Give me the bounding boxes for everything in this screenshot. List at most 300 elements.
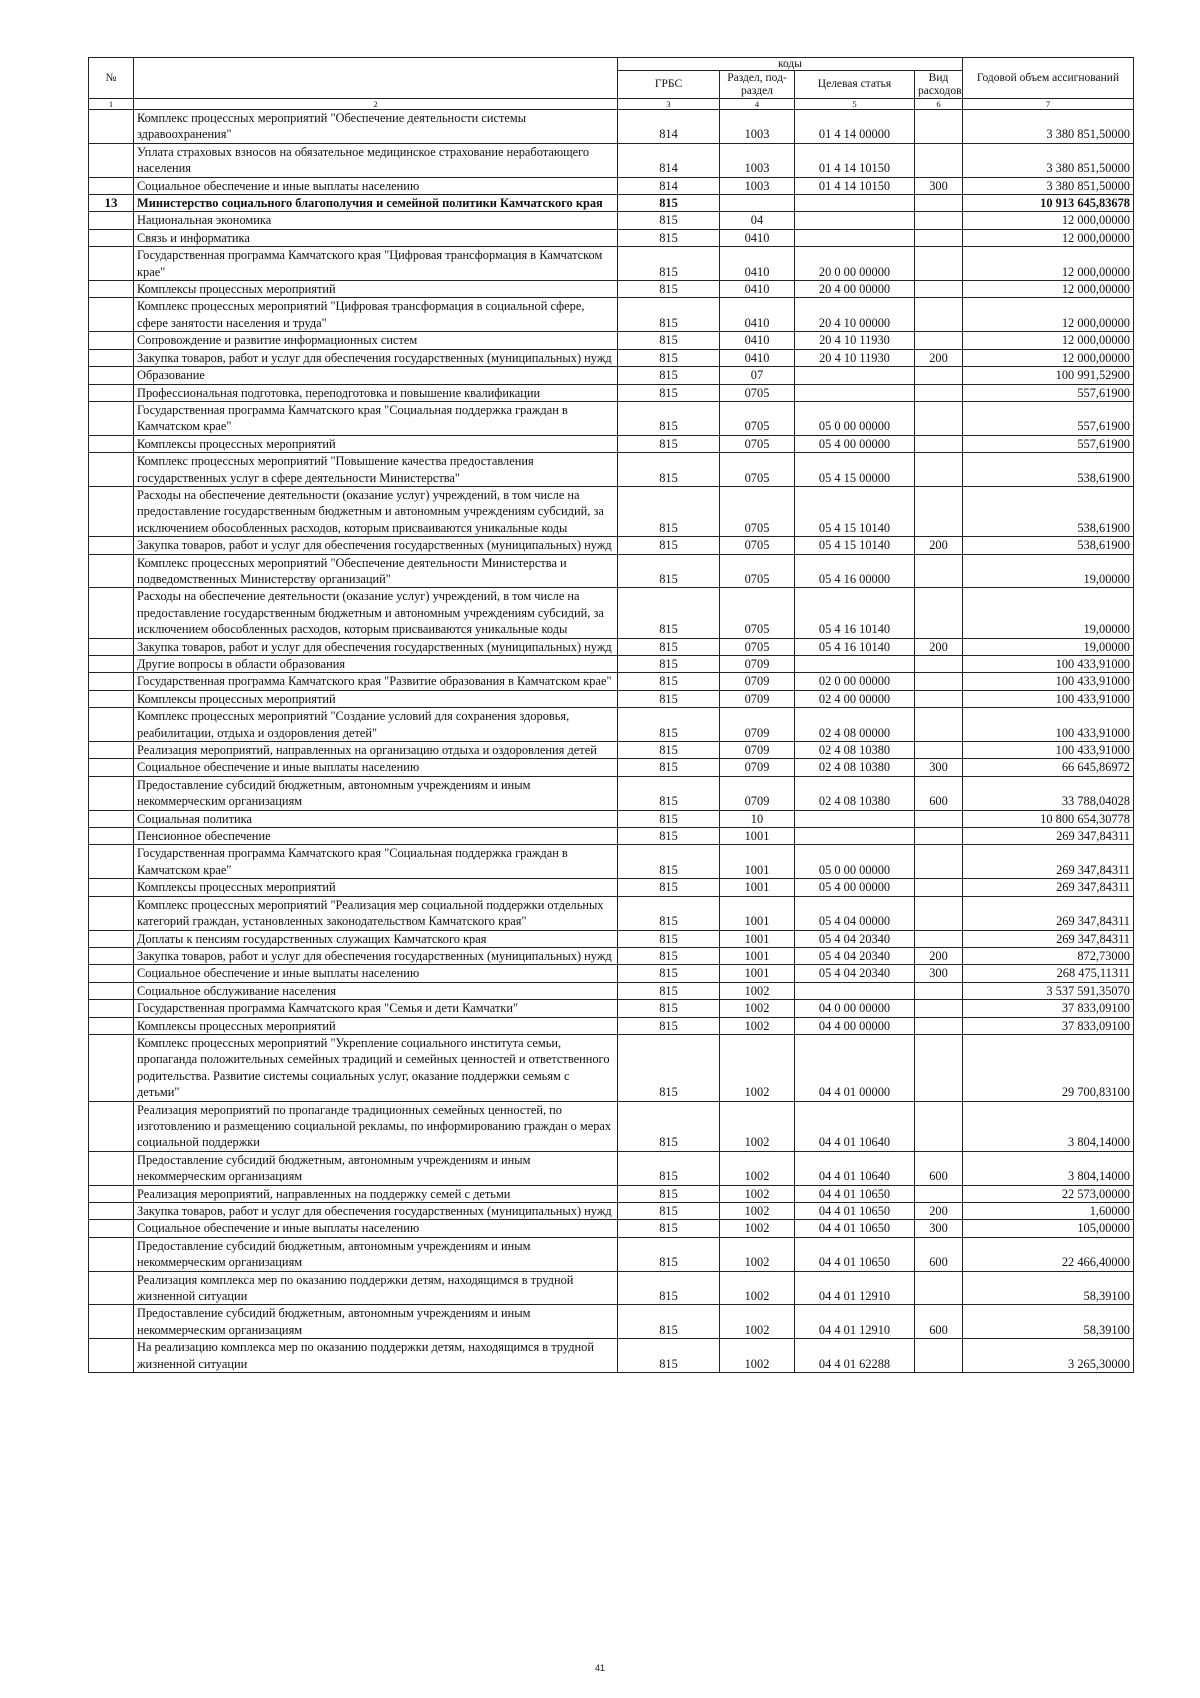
cell-amount: 557,61900	[963, 401, 1134, 435]
cell-celevaya-statya: 04 4 01 10650	[795, 1203, 915, 1220]
table-row	[89, 896, 1134, 930]
table-row	[89, 453, 1134, 487]
cell-celevaya-statya: 02 0 00 00000	[795, 673, 915, 690]
cell-razdel: 1001	[720, 947, 795, 964]
cell-name: Национальная экономика	[134, 212, 618, 229]
cell-amount: 100 433,91000	[963, 742, 1134, 759]
cell-celevaya-statya: 05 4 04 00000	[795, 896, 915, 930]
cell-razdel: 0410	[720, 229, 795, 246]
cell-number	[89, 554, 134, 588]
cell-celevaya-statya: 04 4 01 10640	[795, 1101, 915, 1151]
header-celevaya-statya: Целевая статья	[795, 71, 915, 99]
col-number-3: 3	[618, 99, 720, 110]
cell-celevaya-statya: 05 4 15 00000	[795, 453, 915, 487]
cell-number	[89, 965, 134, 982]
cell-celevaya-statya: 02 4 00 00000	[795, 690, 915, 707]
cell-grbs: 815	[618, 896, 720, 930]
cell-razdel: 1002	[720, 1101, 795, 1151]
cell-name: Предоставление субсидий бюджетным, автономным учреждениям и иным некоммерческим организациям	[134, 1151, 618, 1185]
cell-number	[89, 247, 134, 281]
cell-grbs: 815	[618, 588, 720, 638]
table-row	[89, 742, 1134, 759]
cell-name: Государственная программа Камчатского края "Семья и дети Камчатки"	[134, 1000, 618, 1017]
cell-name: Государственная программа Камчатского края "Социальная поддержка граждан в Камчатском крае"	[134, 845, 618, 879]
cell-celevaya-statya	[795, 367, 915, 384]
cell-grbs: 815	[618, 759, 720, 776]
table-row	[89, 1034, 1134, 1101]
table-row	[89, 1000, 1134, 1017]
cell-number	[89, 332, 134, 349]
table-row	[89, 965, 1134, 982]
cell-name: Закупка товаров, работ и услуг для обеспечения государственных (муниципальных) нужд	[134, 349, 618, 366]
cell-grbs: 815	[618, 673, 720, 690]
cell-number	[89, 110, 134, 144]
cell-name: Предоставление субсидий бюджетным, автономным учреждениям и иным некоммерческим организациям	[134, 776, 618, 810]
cell-razdel: 1002	[720, 1017, 795, 1034]
cell-razdel: 0410	[720, 281, 795, 298]
cell-name: Комплексы процессных мероприятий	[134, 879, 618, 896]
cell-vid-raskhodov	[915, 810, 963, 827]
cell-amount: 3 380 851,50000	[963, 143, 1134, 177]
cell-razdel: 10	[720, 810, 795, 827]
cell-grbs: 815	[618, 708, 720, 742]
cell-razdel: 0705	[720, 537, 795, 554]
cell-name: Расходы на обеспечение деятельности (оказание услуг) учреждений, в том числе на предоставление государственным бюджетным и автономным учреждениям субсидий, за исключением обособленных расходов, которым присваиваются уникальные коды	[134, 588, 618, 638]
cell-grbs: 815	[618, 1203, 720, 1220]
cell-number	[89, 690, 134, 707]
cell-razdel: 1003	[720, 110, 795, 144]
cell-celevaya-statya: 05 4 16 10140	[795, 638, 915, 655]
cell-amount: 3 380 851,50000	[963, 110, 1134, 144]
cell-celevaya-statya	[795, 195, 915, 212]
cell-number	[89, 638, 134, 655]
cell-grbs: 815	[618, 776, 720, 810]
table-row	[89, 673, 1134, 690]
cell-number	[89, 281, 134, 298]
cell-razdel: 1001	[720, 896, 795, 930]
cell-vid-raskhodov	[915, 453, 963, 487]
table-row	[89, 1271, 1134, 1305]
header-grbs: ГРБС	[618, 71, 720, 99]
table-row	[89, 1220, 1134, 1237]
cell-celevaya-statya: 20 0 00 00000	[795, 247, 915, 281]
cell-vid-raskhodov: 600	[915, 1237, 963, 1271]
cell-grbs: 815	[618, 1271, 720, 1305]
cell-amount: 22 466,40000	[963, 1237, 1134, 1271]
cell-number	[89, 401, 134, 435]
cell-vid-raskhodov: 300	[915, 759, 963, 776]
cell-celevaya-statya: 05 4 04 20340	[795, 930, 915, 947]
cell-grbs: 814	[618, 177, 720, 194]
cell-amount: 100 433,91000	[963, 673, 1134, 690]
cell-number	[89, 1220, 134, 1237]
cell-razdel: 0410	[720, 247, 795, 281]
cell-name: Государственная программа Камчатского края "Развитие образования в Камчатском крае"	[134, 673, 618, 690]
cell-number	[89, 947, 134, 964]
cell-amount: 105,00000	[963, 1220, 1134, 1237]
cell-razdel: 1001	[720, 828, 795, 845]
cell-grbs: 815	[618, 247, 720, 281]
cell-vid-raskhodov	[915, 690, 963, 707]
cell-grbs: 815	[618, 384, 720, 401]
cell-name: Государственная программа Камчатского края "Социальная поддержка граждан в Камчатском крае"	[134, 401, 618, 435]
cell-celevaya-statya: 05 4 15 10140	[795, 486, 915, 536]
header-name	[134, 58, 618, 99]
cell-razdel: 1002	[720, 1034, 795, 1101]
page-number: 41	[594, 1663, 605, 1673]
cell-amount: 269 347,84311	[963, 828, 1134, 845]
cell-name: Реализация мероприятий, направленных на организацию отдыха и оздоровления детей	[134, 742, 618, 759]
cell-amount: 19,00000	[963, 554, 1134, 588]
cell-name: Комплекс процессных мероприятий "Укрепление социального института семьи, пропаганда положительных семейных традиций и семейных ценностей и ответственного родительства. Развитие системы социальных услуг, оказание поддержки семьям с детьми"	[134, 1034, 618, 1101]
cell-celevaya-statya: 02 4 08 10380	[795, 742, 915, 759]
cell-grbs: 815	[618, 656, 720, 673]
cell-celevaya-statya: 02 4 08 10380	[795, 759, 915, 776]
cell-celevaya-statya: 04 4 01 12910	[795, 1271, 915, 1305]
cell-grbs: 815	[618, 554, 720, 588]
table-row	[89, 1305, 1134, 1339]
cell-razdel: 07	[720, 367, 795, 384]
cell-amount: 12 000,00000	[963, 349, 1134, 366]
cell-celevaya-statya: 05 0 00 00000	[795, 401, 915, 435]
cell-vid-raskhodov	[915, 742, 963, 759]
cell-name: Комплексы процессных мероприятий	[134, 435, 618, 452]
cell-number	[89, 1305, 134, 1339]
cell-celevaya-statya: 05 4 04 20340	[795, 947, 915, 964]
cell-number	[89, 384, 134, 401]
header-annual-volume: Годовой объем ассигнований	[963, 58, 1134, 99]
cell-name: Комплекс процессных мероприятий "Обеспечение деятельности системы здравоохранения"	[134, 110, 618, 144]
cell-amount: 872,73000	[963, 947, 1134, 964]
cell-vid-raskhodov	[915, 845, 963, 879]
cell-name: Уплата страховых взносов на обязательное медицинское страхование неработающего населения	[134, 143, 618, 177]
cell-razdel: 0709	[720, 742, 795, 759]
cell-amount: 1,60000	[963, 1203, 1134, 1220]
cell-razdel: 0709	[720, 673, 795, 690]
cell-celevaya-statya: 05 4 00 00000	[795, 435, 915, 452]
cell-name: Комплекс процессных мероприятий "Цифровая трансформация в социальной сфере, сфере занятости населения и труда"	[134, 298, 618, 332]
cell-number	[89, 229, 134, 246]
cell-number	[89, 212, 134, 229]
cell-number	[89, 143, 134, 177]
cell-amount: 538,61900	[963, 453, 1134, 487]
table-row	[89, 177, 1134, 194]
cell-vid-raskhodov	[915, 1034, 963, 1101]
table-row	[89, 435, 1134, 452]
cell-name: Комплексы процессных мероприятий	[134, 281, 618, 298]
cell-amount: 12 000,00000	[963, 332, 1134, 349]
table-row	[89, 759, 1134, 776]
cell-celevaya-statya: 04 4 01 10640	[795, 1151, 915, 1185]
cell-amount: 12 000,00000	[963, 281, 1134, 298]
cell-razdel: 0410	[720, 349, 795, 366]
cell-name: Связь и информатика	[134, 229, 618, 246]
cell-grbs: 815	[618, 930, 720, 947]
cell-amount: 100 433,91000	[963, 708, 1134, 742]
cell-celevaya-statya: 04 4 01 10650	[795, 1220, 915, 1237]
table-body	[89, 110, 1134, 1373]
cell-amount: 538,61900	[963, 486, 1134, 536]
cell-grbs: 815	[618, 965, 720, 982]
cell-celevaya-statya: 20 4 00 00000	[795, 281, 915, 298]
cell-grbs: 815	[618, 638, 720, 655]
cell-razdel: 1002	[720, 982, 795, 999]
cell-vid-raskhodov: 200	[915, 537, 963, 554]
table-row	[89, 1203, 1134, 1220]
cell-number	[89, 435, 134, 452]
cell-celevaya-statya: 01 4 14 00000	[795, 110, 915, 144]
cell-amount: 19,00000	[963, 638, 1134, 655]
cell-celevaya-statya: 01 4 14 10150	[795, 143, 915, 177]
cell-vid-raskhodov: 300	[915, 1220, 963, 1237]
cell-razdel: 1002	[720, 1220, 795, 1237]
cell-number	[89, 930, 134, 947]
cell-number	[89, 1271, 134, 1305]
cell-number: 13	[89, 195, 134, 212]
cell-name: Реализация мероприятий по пропаганде традиционных семейных ценностей, по изготовлению и размещению социальной рекламы, по информированию граждан о мерах социальной поддержки	[134, 1101, 618, 1151]
cell-name: Образование	[134, 367, 618, 384]
col-number-4: 4	[720, 99, 795, 110]
cell-name: Министерство социального благополучия и семейной политики Камчатского края	[134, 195, 618, 212]
cell-razdel: 04	[720, 212, 795, 229]
cell-celevaya-statya: 04 4 01 12910	[795, 1305, 915, 1339]
cell-amount: 58,39100	[963, 1271, 1134, 1305]
table-row	[89, 656, 1134, 673]
cell-amount: 557,61900	[963, 435, 1134, 452]
table-row	[89, 195, 1134, 212]
cell-vid-raskhodov	[915, 879, 963, 896]
table-header	[89, 58, 1134, 110]
cell-number	[89, 810, 134, 827]
cell-name: Профессиональная подготовка, переподготовка и повышение квалификации	[134, 384, 618, 401]
cell-number	[89, 1203, 134, 1220]
cell-vid-raskhodov	[915, 384, 963, 401]
cell-number	[89, 453, 134, 487]
cell-amount: 29 700,83100	[963, 1034, 1134, 1101]
cell-grbs: 815	[618, 195, 720, 212]
cell-grbs: 815	[618, 367, 720, 384]
cell-grbs: 815	[618, 982, 720, 999]
cell-vid-raskhodov	[915, 1185, 963, 1202]
cell-vid-raskhodov	[915, 486, 963, 536]
cell-name: Социальное обеспечение и иные выплаты населению	[134, 965, 618, 982]
cell-grbs: 815	[618, 1305, 720, 1339]
table-row	[89, 298, 1134, 332]
cell-name: Социальное обеспечение и иные выплаты населению	[134, 759, 618, 776]
cell-amount: 58,39100	[963, 1305, 1134, 1339]
table-row	[89, 638, 1134, 655]
col-number-6: 6	[915, 99, 963, 110]
cell-razdel	[720, 195, 795, 212]
cell-grbs: 815	[618, 435, 720, 452]
cell-name: Комплекс процессных мероприятий "Повышение качества предоставления государственных услуг в сфере деятельности Министерства"	[134, 453, 618, 487]
cell-amount: 12 000,00000	[963, 298, 1134, 332]
cell-amount: 3 537 591,35070	[963, 982, 1134, 999]
cell-razdel: 0705	[720, 638, 795, 655]
cell-number	[89, 588, 134, 638]
cell-razdel: 0705	[720, 453, 795, 487]
cell-razdel: 1002	[720, 1203, 795, 1220]
cell-razdel: 1002	[720, 1185, 795, 1202]
cell-vid-raskhodov	[915, 896, 963, 930]
table-row	[89, 930, 1134, 947]
cell-name: Социальная политика	[134, 810, 618, 827]
cell-amount: 3 804,14000	[963, 1101, 1134, 1151]
cell-celevaya-statya: 05 4 00 00000	[795, 879, 915, 896]
cell-razdel: 1001	[720, 930, 795, 947]
cell-celevaya-statya	[795, 828, 915, 845]
cell-grbs: 815	[618, 1185, 720, 1202]
cell-grbs: 815	[618, 332, 720, 349]
cell-razdel: 0705	[720, 554, 795, 588]
cell-amount: 100 433,91000	[963, 656, 1134, 673]
table-row	[89, 588, 1134, 638]
cell-razdel: 0410	[720, 332, 795, 349]
cell-celevaya-statya	[795, 656, 915, 673]
cell-razdel: 0709	[720, 759, 795, 776]
cell-vid-raskhodov	[915, 1339, 963, 1373]
cell-amount: 3 380 851,50000	[963, 177, 1134, 194]
cell-amount: 269 347,84311	[963, 896, 1134, 930]
cell-grbs: 815	[618, 828, 720, 845]
cell-razdel: 0705	[720, 435, 795, 452]
table-row	[89, 845, 1134, 879]
cell-number	[89, 298, 134, 332]
table-row	[89, 947, 1134, 964]
cell-vid-raskhodov: 300	[915, 177, 963, 194]
cell-number	[89, 896, 134, 930]
cell-number	[89, 1237, 134, 1271]
cell-vid-raskhodov	[915, 110, 963, 144]
table-row	[89, 110, 1134, 144]
cell-vid-raskhodov	[915, 247, 963, 281]
cell-celevaya-statya: 04 0 00 00000	[795, 1000, 915, 1017]
cell-number	[89, 1101, 134, 1151]
cell-name: Комплекс процессных мероприятий "Обеспечение деятельности Министерства и подведомственных Министерству организаций"	[134, 554, 618, 588]
cell-vid-raskhodov	[915, 1271, 963, 1305]
cell-grbs: 815	[618, 690, 720, 707]
cell-name: Комплексы процессных мероприятий	[134, 690, 618, 707]
cell-name: Государственная программа Камчатского края "Цифровая трансформация в Камчатском крае"	[134, 247, 618, 281]
table-row	[89, 332, 1134, 349]
cell-vid-raskhodov	[915, 554, 963, 588]
cell-number	[89, 349, 134, 366]
cell-grbs: 815	[618, 1220, 720, 1237]
cell-razdel: 0709	[720, 690, 795, 707]
table-row	[89, 810, 1134, 827]
cell-celevaya-statya	[795, 212, 915, 229]
cell-vid-raskhodov	[915, 930, 963, 947]
cell-razdel: 1002	[720, 1000, 795, 1017]
cell-number	[89, 177, 134, 194]
cell-vid-raskhodov	[915, 229, 963, 246]
cell-celevaya-statya: 05 0 00 00000	[795, 845, 915, 879]
cell-razdel: 1002	[720, 1271, 795, 1305]
table-row	[89, 1101, 1134, 1151]
cell-number	[89, 1185, 134, 1202]
cell-grbs: 815	[618, 1017, 720, 1034]
cell-name: Социальное обеспечение и иные выплаты населению	[134, 1220, 618, 1237]
cell-grbs: 815	[618, 1000, 720, 1017]
cell-grbs: 815	[618, 537, 720, 554]
cell-name: Закупка товаров, работ и услуг для обеспечения государственных (муниципальных) нужд	[134, 947, 618, 964]
cell-number	[89, 1151, 134, 1185]
cell-name: Закупка товаров, работ и услуг для обеспечения государственных (муниципальных) нужд	[134, 537, 618, 554]
cell-number	[89, 486, 134, 536]
cell-grbs: 815	[618, 401, 720, 435]
cell-number	[89, 879, 134, 896]
col-number-5: 5	[795, 99, 915, 110]
table-row	[89, 349, 1134, 366]
table-row	[89, 247, 1134, 281]
table-row	[89, 486, 1134, 536]
cell-vid-raskhodov	[915, 656, 963, 673]
cell-number	[89, 982, 134, 999]
cell-amount: 37 833,09100	[963, 1000, 1134, 1017]
cell-name: Закупка товаров, работ и услуг для обеспечения государственных (муниципальных) нужд	[134, 1203, 618, 1220]
cell-number	[89, 656, 134, 673]
cell-grbs: 815	[618, 349, 720, 366]
table-row	[89, 776, 1134, 810]
cell-name: Комплекс процессных мероприятий "Создание условий для сохранения здоровья, реабилитации, отдыха и оздоровления детей"	[134, 708, 618, 742]
cell-vid-raskhodov	[915, 435, 963, 452]
table-row	[89, 879, 1134, 896]
table-row	[89, 384, 1134, 401]
cell-celevaya-statya: 05 4 04 20340	[795, 965, 915, 982]
cell-amount: 100 433,91000	[963, 690, 1134, 707]
cell-vid-raskhodov	[915, 1017, 963, 1034]
cell-celevaya-statya: 05 4 15 10140	[795, 537, 915, 554]
cell-amount: 557,61900	[963, 384, 1134, 401]
cell-celevaya-statya: 05 4 16 10140	[795, 588, 915, 638]
cell-celevaya-statya	[795, 982, 915, 999]
cell-razdel: 0705	[720, 588, 795, 638]
table-row	[89, 554, 1134, 588]
cell-vid-raskhodov	[915, 828, 963, 845]
budget-table-sheet	[88, 57, 1133, 1373]
cell-grbs: 815	[618, 1339, 720, 1373]
table-row	[89, 537, 1134, 554]
cell-number	[89, 759, 134, 776]
cell-vid-raskhodov	[915, 212, 963, 229]
table-row	[89, 1339, 1134, 1373]
cell-name: Комплекс процессных мероприятий "Реализация мер социальной поддержки отдельных категорий граждан, установленных законодательством Камчатского края"	[134, 896, 618, 930]
cell-vid-raskhodov	[915, 298, 963, 332]
cell-celevaya-statya: 05 4 16 00000	[795, 554, 915, 588]
cell-grbs: 815	[618, 810, 720, 827]
cell-name: Доплаты к пенсиям государственных служащих Камчатского края	[134, 930, 618, 947]
cell-vid-raskhodov	[915, 588, 963, 638]
table-row	[89, 982, 1134, 999]
cell-name: На реализацию комплекса мер по оказанию поддержки детям, находящимся в трудной жизненной ситуации	[134, 1339, 618, 1373]
cell-celevaya-statya	[795, 384, 915, 401]
cell-vid-raskhodov	[915, 195, 963, 212]
header-razdel: Раздел, под-раздел	[720, 71, 795, 99]
cell-vid-raskhodov	[915, 708, 963, 742]
cell-grbs: 815	[618, 1101, 720, 1151]
cell-vid-raskhodov: 200	[915, 638, 963, 655]
cell-razdel: 0709	[720, 708, 795, 742]
cell-vid-raskhodov	[915, 982, 963, 999]
cell-vid-raskhodov: 600	[915, 1305, 963, 1339]
cell-vid-raskhodov: 200	[915, 1203, 963, 1220]
col-number-1: 1	[89, 99, 134, 110]
cell-amount: 12 000,00000	[963, 212, 1134, 229]
cell-number	[89, 828, 134, 845]
cell-amount: 269 347,84311	[963, 845, 1134, 879]
cell-celevaya-statya: 01 4 14 10150	[795, 177, 915, 194]
cell-vid-raskhodov	[915, 367, 963, 384]
